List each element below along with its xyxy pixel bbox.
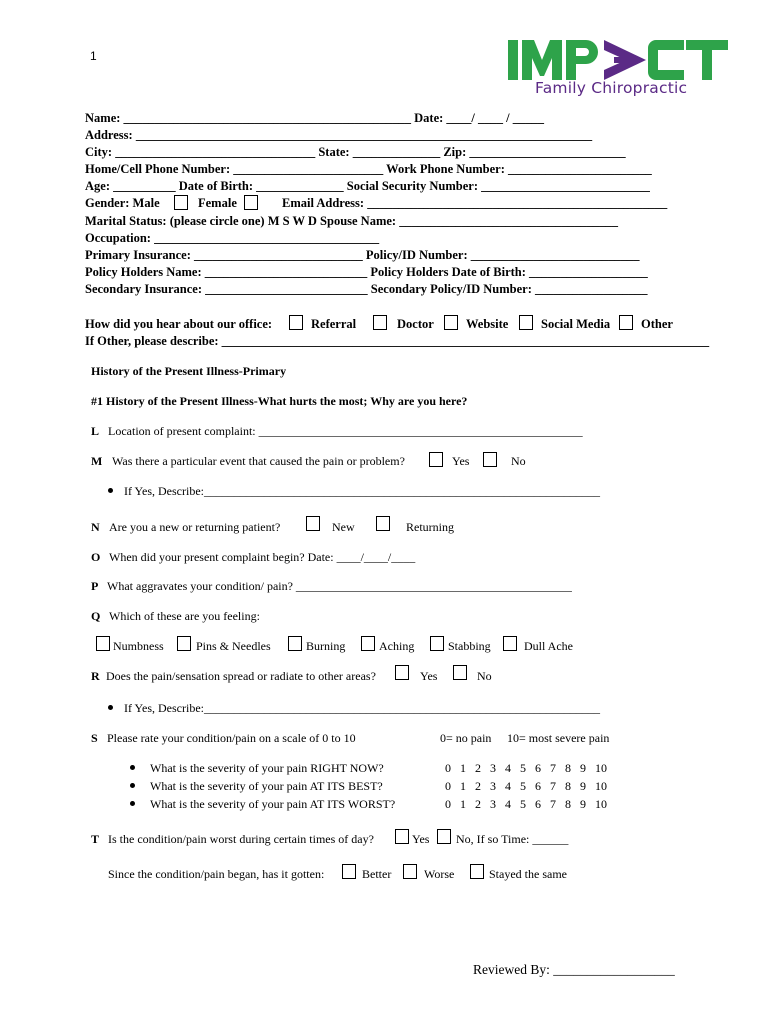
dull-ache-checkbox[interactable] <box>503 636 517 651</box>
new-checkbox[interactable] <box>306 516 320 531</box>
other-describe-line[interactable]: If Other, please describe: ______________________________________________________________________________ <box>85 334 710 348</box>
aching-checkbox[interactable] <box>361 636 375 651</box>
since-question: Since the condition/pain began, has it gotten: <box>108 867 325 881</box>
severity-best-question: What is the severity of your pain AT ITS BEST? <box>150 779 383 793</box>
other-label: Other <box>641 317 673 331</box>
letter-p: P <box>91 579 99 593</box>
location-line[interactable]: Location of present complaint: ______________________________________________________ <box>108 424 583 438</box>
marital-status-line[interactable]: Marital Status: (please circle one) M S W D Spouse Name: ___________________________________ <box>85 214 618 228</box>
dull-ache-label: Dull Ache <box>524 639 573 653</box>
stabbing-checkbox[interactable] <box>430 636 444 651</box>
history-q1: #1 History of the Present Illness-What hurts the most; Why are you here? <box>91 394 468 408</box>
time-yes-label: Yes <box>412 832 430 846</box>
aggravates-line[interactable]: What aggravates your condition/ pain? ______________________________________________ <box>107 579 572 593</box>
event-question: Was there a particular event that caused the pain or problem? <box>112 454 405 468</box>
worse-label: Worse <box>424 867 455 881</box>
letter-q: Q <box>91 609 101 623</box>
letter-m: M <box>91 454 103 468</box>
referral-checkbox[interactable] <box>289 315 303 330</box>
stayed-same-label: Stayed the same <box>489 867 567 881</box>
radiate-describe-line[interactable]: If Yes, Describe:__________________________________________________________________ <box>124 701 600 715</box>
severity-best-scale[interactable]: 0 1 2 3 4 5 6 7 8 9 10 <box>445 779 607 793</box>
event-no-checkbox[interactable] <box>483 452 497 467</box>
scale-low-label: 0= no pain <box>440 731 492 745</box>
referral-label: Referral <box>311 317 357 331</box>
radiate-yes-checkbox[interactable] <box>395 665 409 680</box>
rating-instruction: Please rate your condition/pain on a scale of 0 to 10 <box>107 731 356 745</box>
letter-n: N <box>91 520 100 534</box>
letter-r: R <box>91 669 100 683</box>
numbness-checkbox[interactable] <box>96 636 110 651</box>
radiate-question: Does the pain/sensation spread or radiate to other areas? <box>106 669 376 683</box>
burning-checkbox[interactable] <box>288 636 302 651</box>
logo-subtitle: Family Chiropractic <box>535 79 688 97</box>
radiate-no-checkbox[interactable] <box>453 665 467 680</box>
bullet <box>130 783 135 788</box>
impact-logo <box>506 36 730 84</box>
event-no-label: No <box>511 454 526 468</box>
female-checkbox[interactable] <box>244 195 258 210</box>
policy-holder-line[interactable]: Policy Holders Name: __________________________ Policy Holders Date of Birth: ___________________ <box>85 265 648 279</box>
radiate-yes-label: Yes <box>420 669 438 683</box>
severity-now-question: What is the severity of your pain RIGHT NOW? <box>150 761 384 775</box>
male-checkbox[interactable] <box>174 195 188 210</box>
better-label: Better <box>362 867 392 881</box>
age-dob-ssn-line[interactable]: Age: __________ Date of Birth: ______________ Social Security Number: ___________________________ <box>85 179 650 193</box>
bullet <box>130 765 135 770</box>
website-label: Website <box>466 317 509 331</box>
better-checkbox[interactable] <box>342 864 356 879</box>
doctor-label: Doctor <box>397 317 434 331</box>
severity-worst-question: What is the severity of your pain AT ITS WORST? <box>150 797 396 811</box>
pins-needles-label: Pins & Needles <box>196 639 271 653</box>
bullet <box>130 801 135 806</box>
female-label: Female <box>198 196 237 210</box>
returning-label: Returning <box>406 520 454 534</box>
letter-o: O <box>91 550 101 564</box>
email-line[interactable]: Email Address: ________________________________________________ <box>282 196 668 210</box>
bullet <box>108 488 113 493</box>
returning-checkbox[interactable] <box>376 516 390 531</box>
burning-label: Burning <box>306 639 346 653</box>
letter-s: S <box>91 731 98 745</box>
aching-label: Aching <box>379 639 415 653</box>
occupation-line[interactable]: Occupation: ____________________________________ <box>85 231 380 245</box>
social-media-checkbox[interactable] <box>519 315 533 330</box>
letter-t: T <box>91 832 100 846</box>
gender-label: Gender: Male <box>85 196 160 210</box>
phone-line[interactable]: Home/Cell Phone Number: ________________________ Work Phone Number: _______________________ <box>85 162 652 176</box>
stayed-same-checkbox[interactable] <box>470 864 484 879</box>
bullet <box>108 705 113 710</box>
event-yes-checkbox[interactable] <box>429 452 443 467</box>
new-label: New <box>332 520 355 534</box>
feelings-question: Which of these are you feeling: <box>109 609 260 623</box>
time-yes-checkbox[interactable] <box>395 829 409 844</box>
severity-now-scale[interactable]: 0 1 2 3 4 5 6 7 8 9 10 <box>445 761 607 775</box>
secondary-insurance-line[interactable]: Secondary Insurance: __________________________ Secondary Policy/ID Number: __________________ <box>85 282 648 296</box>
time-of-day-question: Is the condition/pain worst during certain times of day? <box>108 832 374 846</box>
city-state-zip-line[interactable]: City: ________________________________ State: ______________ Zip: _________________________ <box>85 145 626 159</box>
numbness-label: Numbness <box>113 639 164 653</box>
event-yes-label: Yes <box>452 454 470 468</box>
radiate-no-label: No <box>477 669 492 683</box>
hear-about-label: How did you hear about our office: <box>85 317 273 331</box>
severity-worst-scale[interactable]: 0 1 2 3 4 5 6 7 8 9 10 <box>445 797 607 811</box>
address-line[interactable]: Address: _________________________________________________________________________ <box>85 128 593 142</box>
scale-high-label: 10= most severe pain <box>507 731 610 745</box>
letter-l: L <box>91 424 100 438</box>
primary-insurance-line[interactable]: Primary Insurance: ___________________________ Policy/ID Number: ___________________________ <box>85 248 640 262</box>
event-describe-line[interactable]: If Yes, Describe:__________________________________________________________________ <box>124 484 600 498</box>
name-date-line[interactable]: Name: ______________________________________________ Date: ____/ ____ / _____ <box>85 111 544 125</box>
page-number: 1 <box>90 49 97 63</box>
social-media-label: Social Media <box>541 317 611 331</box>
website-checkbox[interactable] <box>444 315 458 330</box>
complaint-begin-line[interactable]: When did your present complaint begin? Date: ____/____/____ <box>109 550 416 564</box>
pins-needles-checkbox[interactable] <box>177 636 191 651</box>
worse-checkbox[interactable] <box>403 864 417 879</box>
history-title: History of the Present Illness-Primary <box>91 364 287 378</box>
time-no-checkbox[interactable] <box>437 829 451 844</box>
time-no-label[interactable]: No, If so Time: ______ <box>456 832 569 846</box>
patient-type-question: Are you a new or returning patient? <box>109 520 281 534</box>
reviewed-by-line[interactable]: Reviewed By: __________________ <box>473 962 675 977</box>
stabbing-label: Stabbing <box>448 639 491 653</box>
doctor-checkbox[interactable] <box>373 315 387 330</box>
other-checkbox[interactable] <box>619 315 633 330</box>
